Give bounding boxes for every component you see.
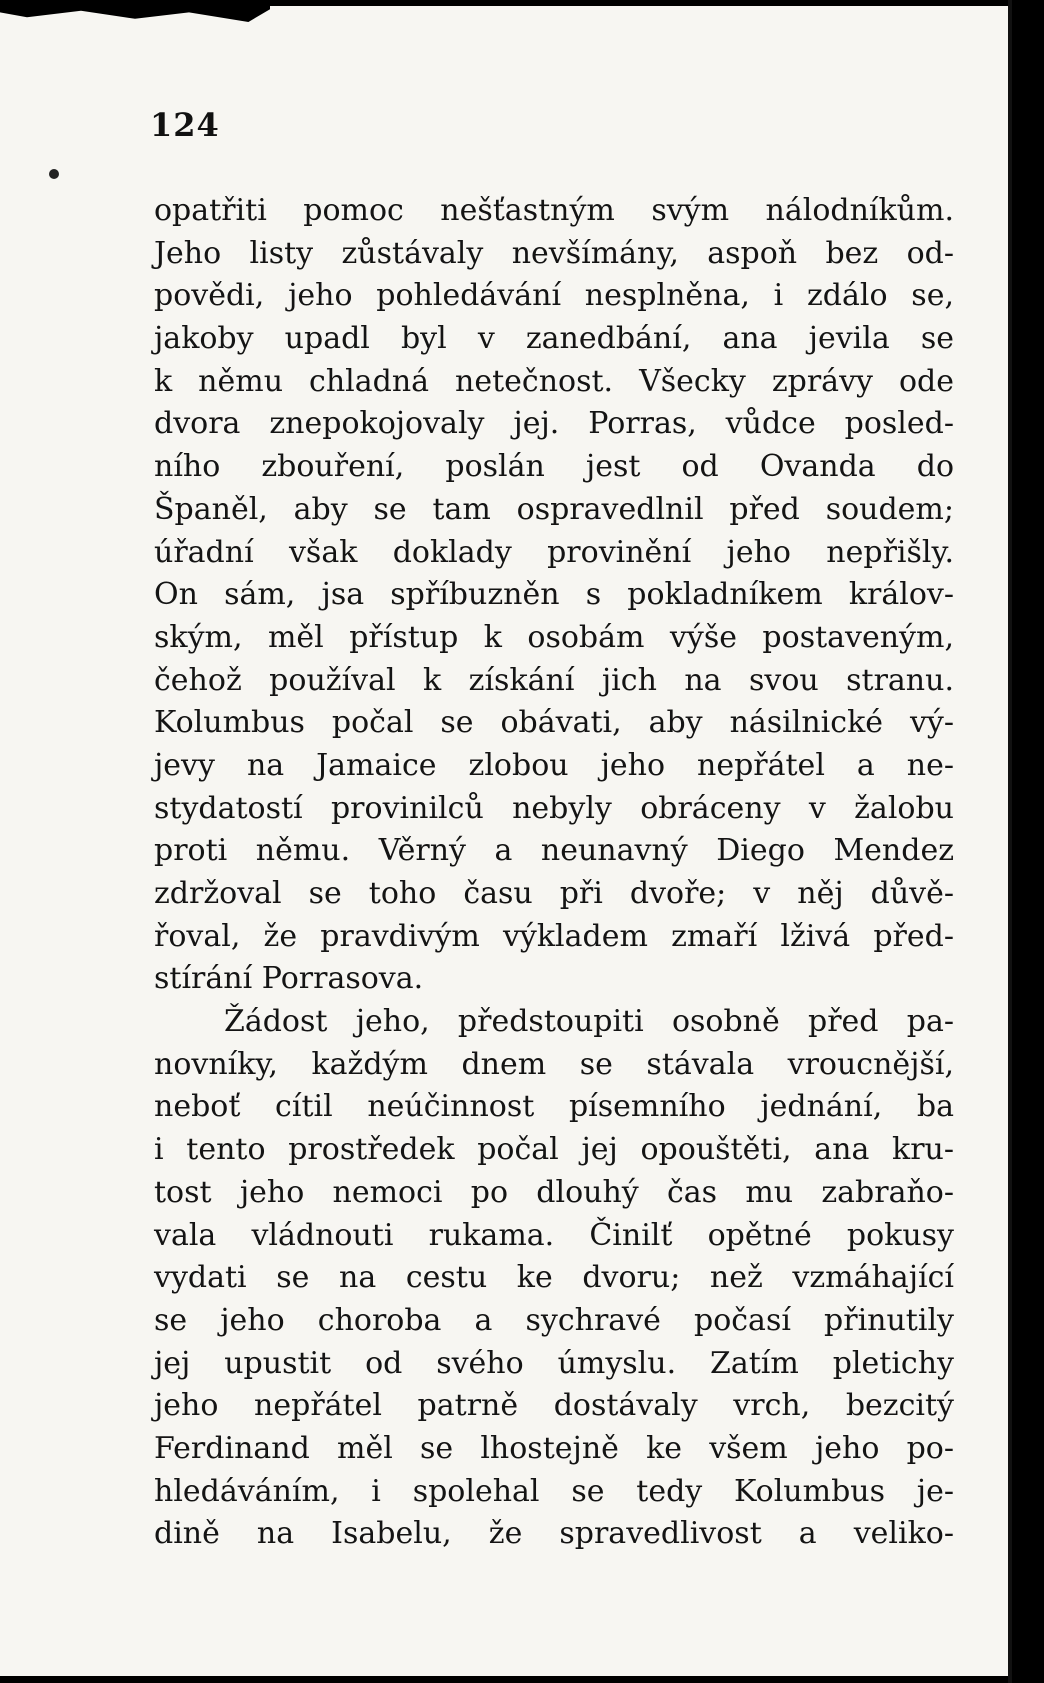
text-line: povědi, jeho pohledávání nesplněna, i zdálo se, [154,278,954,314]
torn-top-edge [0,6,270,22]
text-line: úřadní však doklady provinění jeho nepřišly. [154,534,954,570]
text-line: Kolumbus počal se obávati, aby násilnické vý- [154,705,954,741]
ink-spot [49,169,59,179]
page-edge-shadow [1008,0,1012,1683]
text-line: jej upustit od svého úmyslu. Zatím pletichy [154,1345,954,1381]
text-line: Jeho listy zůstávaly nevšímány, aspoň bez od- [154,235,954,271]
text-line: On sám, jsa spříbuzněn s pokladníkem králov- [154,577,954,613]
text-line: opatřiti pomoc nešťastným svým nálodníkům. [154,193,954,228]
text-line: ským, měl přístup k osobám výše postaveným, [154,619,954,655]
text-line: dině na Isabelu, že spravedlivost a veliko- [154,1516,954,1552]
text-line: hledáváním, i spolehal se tedy Kolumbus je- [154,1473,954,1509]
text-line: stydatostí provinilců nebyly obráceny v žalobu [154,790,954,826]
book-page [0,6,1012,1676]
text-line: Španěl, aby se tam ospravedlnil před soudem; [154,491,954,527]
text-line: i tento prostředek počal jej opouštěti, ana kru- [154,1132,954,1168]
text-line: vydati se na cestu ke dvoru; než vzmáhající [154,1260,954,1296]
text-line: ního zbouření, poslán jest od Ovanda do [154,449,954,485]
text-line: neboť cítil neúčinnost písemního jednání, ba [154,1089,954,1125]
text-line: Ferdinand měl se lhostejně ke všem jeho po- [154,1430,954,1466]
text-line: jeho nepřátel patrně dostávaly vrch, bezcitý [154,1388,954,1424]
text-line: vala vládnouti rukama. Činilť opětné pokusy [154,1217,954,1253]
text-line: řoval, že pravdivým výkladem zmaří lživá před- [154,918,954,954]
text-line: proti němu. Věrný a neunavný Diego Mendez [154,833,954,869]
text-line: čehož používal k získání jich na svou stranu. [154,662,954,698]
text-line: k němu chladná netečnost. Všecky zprávy ode [154,363,954,399]
page-number: 124 [150,106,220,144]
body-text [154,190,954,1556]
paragraph-start-line: Žádost jeho, předstoupiti osobně před pa- [224,1004,954,1040]
text-line: zdržoval se toho času při dvoře; v něj důvě- [154,876,954,911]
paragraph-end-line: stírání Porrasova. [154,961,424,997]
text-line: jakoby upadl byl v zanedbání, ana jevila se [154,321,954,357]
text-line: novníky, každým dnem se stávala vroucnější, [154,1046,954,1082]
text-line: tost jeho nemoci po dlouhý čas mu zabraňo- [154,1174,954,1210]
text-line: jevy na Jamaice zlobou jeho nepřátel a ne- [154,747,954,783]
text-line: dvora znepokojovaly jej. Porras, vůdce posled- [154,406,954,442]
text-line: se jeho choroba a sychravé počasí přinutily [154,1302,954,1338]
